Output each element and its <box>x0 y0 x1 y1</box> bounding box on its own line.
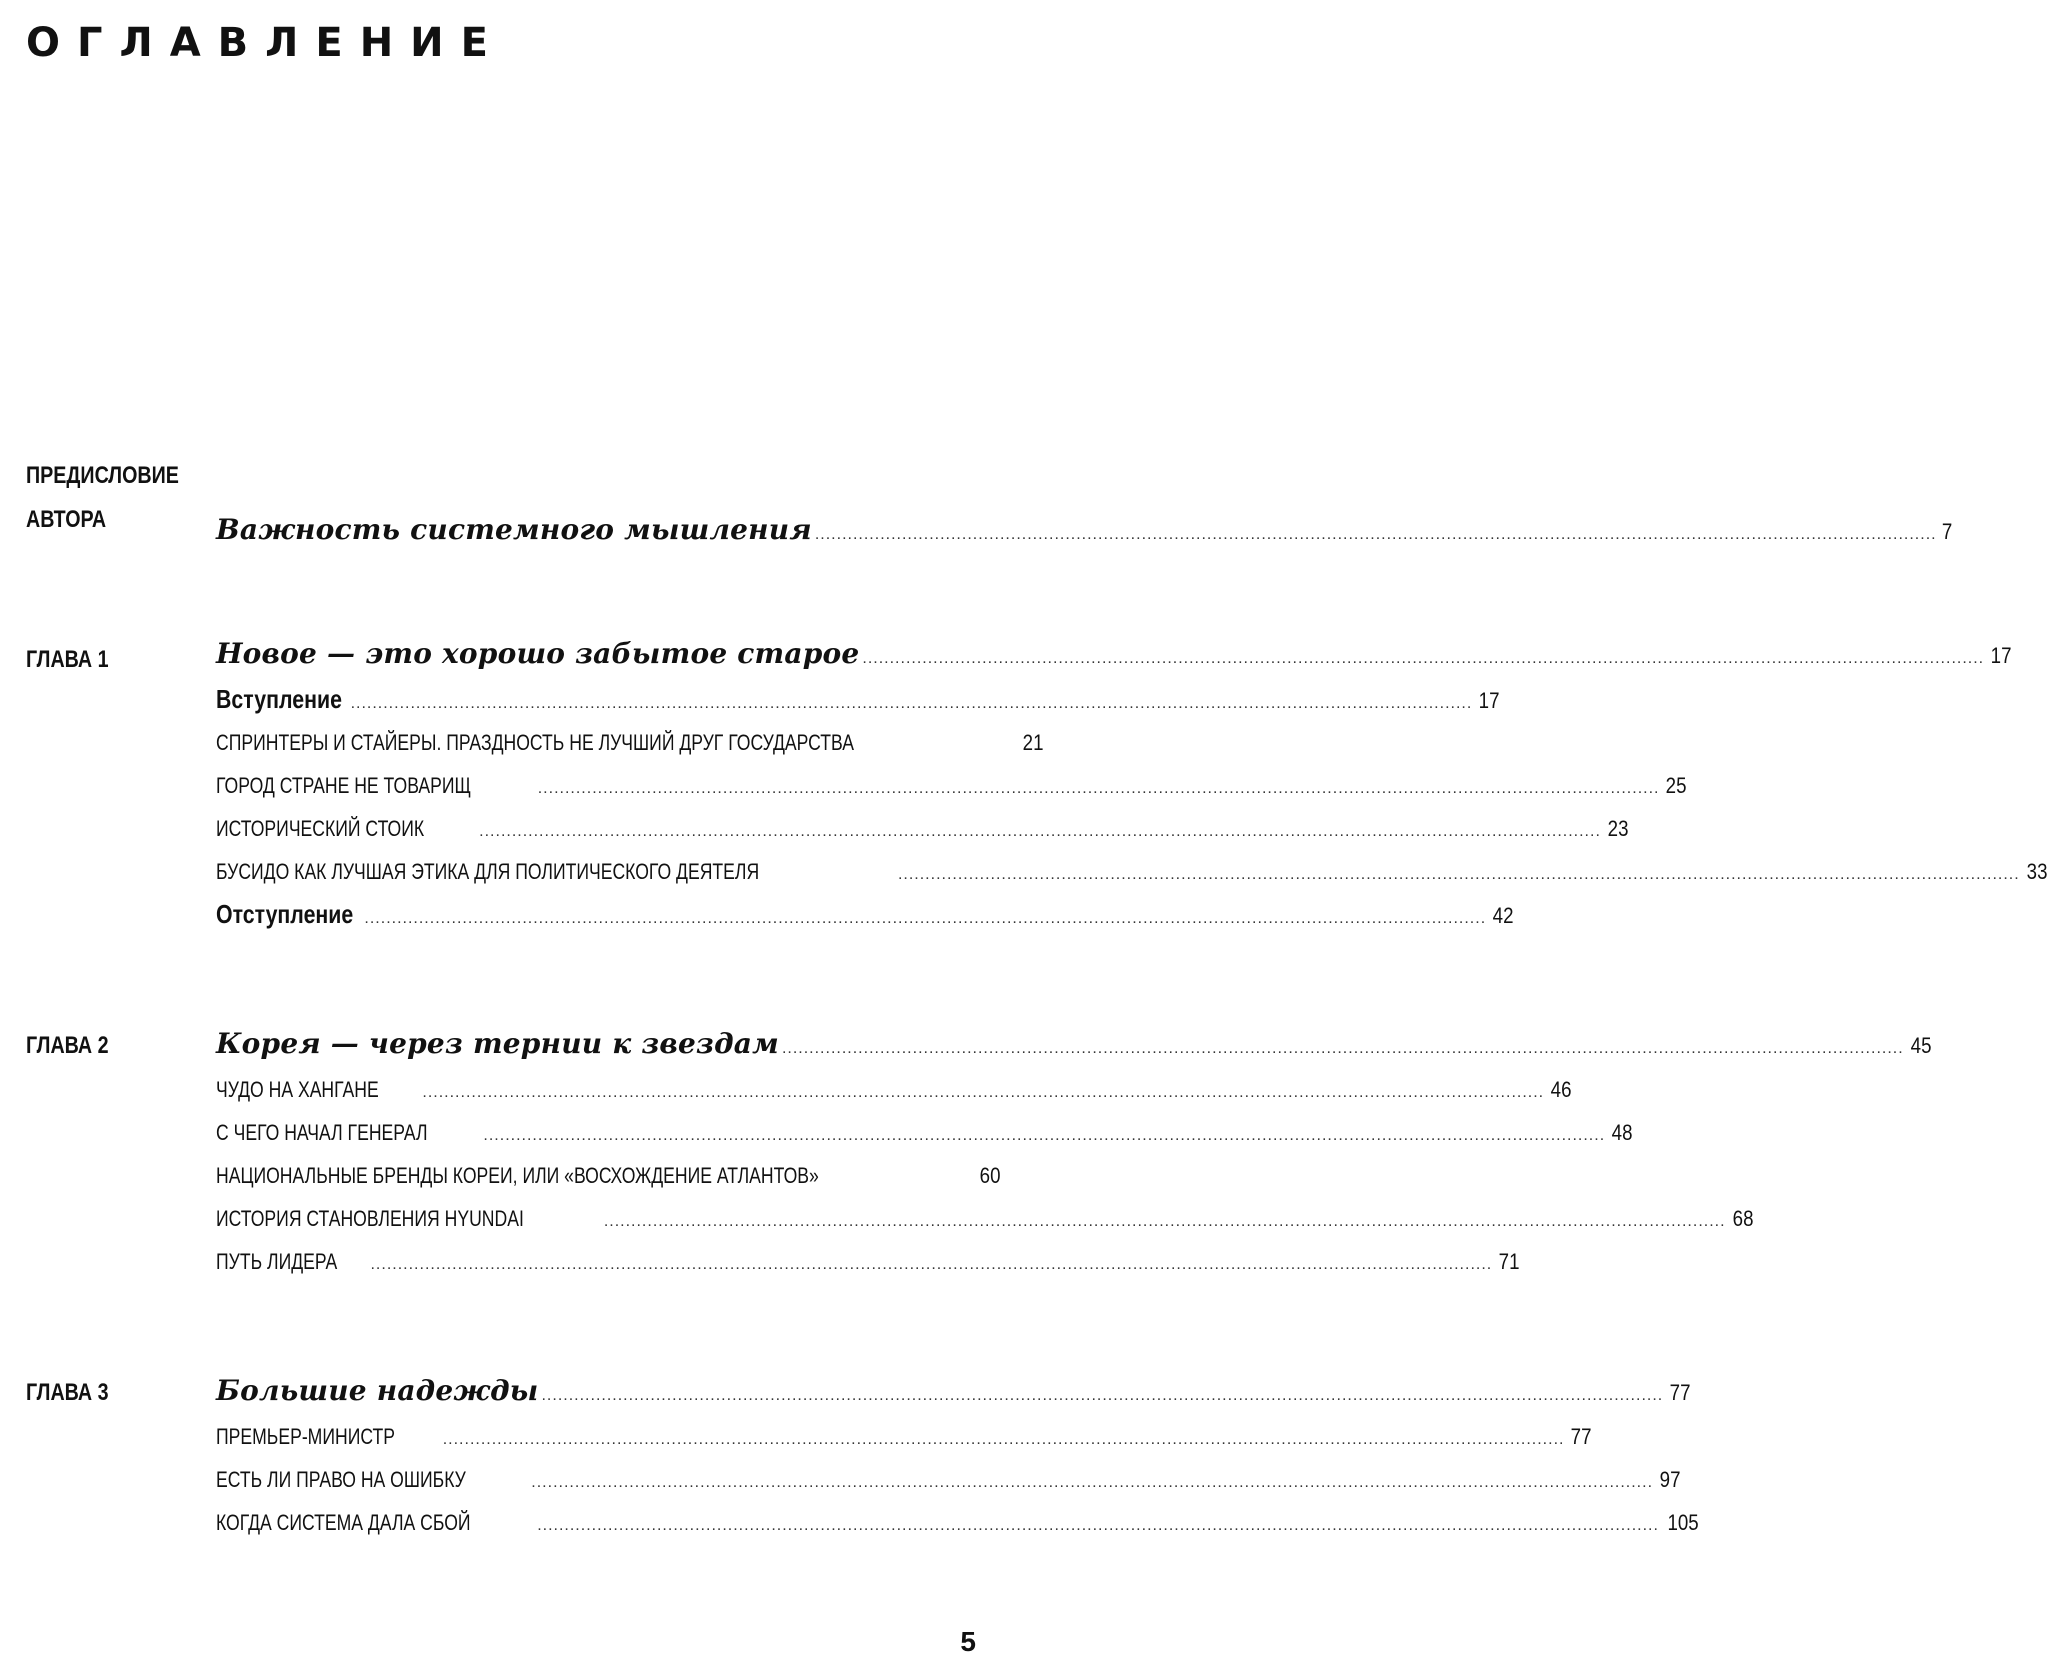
toc-entry-page: 68 <box>1732 1206 1754 1231</box>
toc-entry-chapter2-heading[interactable] <box>216 1020 1932 1068</box>
chapter1-label <box>26 638 109 682</box>
chapter2-entries <box>216 1020 1932 1283</box>
dot-leader <box>541 1372 1663 1420</box>
chapter3-label-text: ГЛАВА 3 <box>26 1379 109 1406</box>
preface-label-line1: ПРЕДИСЛОВИЕ <box>26 462 179 489</box>
preface-label <box>26 454 179 542</box>
toc-entry-title: КОГДА СИСТЕМА ДАЛА СБОЙ <box>216 1510 471 1535</box>
toc-entry-page: 17 <box>1990 643 2012 668</box>
toc-entry-title: Большие надежды <box>216 1374 539 1407</box>
dot-leader <box>537 1504 1659 1547</box>
toc-entry-chapter1-heading[interactable] <box>216 630 2012 678</box>
toc-entry-title: ЕСТЬ ЛИ ПРАВО НА ОШИБКУ <box>216 1467 466 1492</box>
dot-leader <box>483 1114 1605 1157</box>
toc-entry-page: 46 <box>1550 1077 1572 1102</box>
toc-entry-title: Отступление <box>216 899 354 929</box>
toc-entry-title: ИСТОРИЯ СТАНОВЛЕНИЯ HYUNDAI <box>216 1206 524 1231</box>
toc-entry-title: БУСИДО КАК ЛУЧШАЯ ЭТИКА ДЛЯ ПОЛИТИЧЕСКОГО ДЕЯТЕЛЯ <box>216 859 760 884</box>
page-number: 5 <box>960 1626 976 1657</box>
toc-entry[interactable] <box>216 1154 1000 1197</box>
dot-leader <box>443 1418 1565 1461</box>
toc-entry-title: Важность системного мышления <box>216 513 812 546</box>
toc-entry-title: Вступление <box>216 684 342 714</box>
toc-entry-page: 17 <box>1478 688 1500 713</box>
toc-entry-page: 105 <box>1667 1510 1699 1535</box>
toc-entry[interactable] <box>216 1111 1633 1154</box>
toc-entry-page: 71 <box>1498 1249 1520 1274</box>
toc-entry-page: 97 <box>1659 1467 1681 1492</box>
chapter3-entries <box>216 1367 1699 1544</box>
chapter2-label <box>26 1024 109 1068</box>
chapter3-label <box>26 1371 109 1415</box>
dot-leader <box>479 810 1601 853</box>
chapter1-label-text: ГЛАВА 1 <box>26 646 109 673</box>
toc-entry-title: ЧУДО НА ХАНГАНЕ <box>216 1077 379 1102</box>
toc-entry-title: НАЦИОНАЛЬНЫЕ БРЕНДЫ КОРЕИ, ИЛИ «ВОСХОЖДЕНИЕ АТЛАНТОВ» <box>216 1163 819 1188</box>
toc-entry-page: 60 <box>979 1163 1000 1188</box>
dot-leader <box>862 635 1984 683</box>
toc-entry-title: СПРИНТЕРЫ И СТАЙЕРЫ. ПРАЗДНОСТЬ НЕ ЛУЧШИЙ ДРУГ ГОСУДАРСТВА <box>216 730 854 755</box>
toc-entry-page: 45 <box>1910 1033 1932 1058</box>
dot-leader <box>538 767 1660 810</box>
toc-entry-page: 25 <box>1666 773 1687 798</box>
dot-leader <box>898 853 2020 896</box>
toc-entry-page: 42 <box>1492 903 1514 928</box>
toc-entry[interactable] <box>216 1501 1699 1544</box>
toc-entry[interactable] <box>216 1240 1520 1283</box>
toc-entry-title: Корея — через тернии к звездам <box>216 1027 779 1060</box>
toc-entry[interactable] <box>216 1458 1681 1501</box>
toc-entry[interactable] <box>216 721 1044 764</box>
toc-entry-title: С ЧЕГО НАЧАЛ ГЕНЕРАЛ <box>216 1120 428 1145</box>
toc-entry-page: 21 <box>1023 730 1044 755</box>
dot-leader <box>351 682 1473 725</box>
toc-entry[interactable] <box>216 1068 1572 1111</box>
toc-entry-page: 77 <box>1571 1424 1592 1449</box>
chapter2-label-text: ГЛАВА 2 <box>26 1032 109 1059</box>
toc-entry-chapter1-outro[interactable] <box>216 893 1514 936</box>
toc-entry-title: ПУТЬ ЛИДЕРА <box>216 1249 338 1274</box>
toc-entry[interactable] <box>216 764 1687 807</box>
dot-leader <box>531 1461 1653 1504</box>
toc-entry-page: 48 <box>1611 1120 1633 1145</box>
toc-entry-title: ИСТОРИЧЕСКИЙ СТОИК <box>216 816 425 841</box>
toc-entry[interactable] <box>216 1197 1754 1240</box>
toc-entry-page: 77 <box>1669 1380 1691 1405</box>
dot-leader <box>422 1071 1544 1114</box>
dot-leader <box>815 511 1937 559</box>
page-title: ОГЛАВЛЕНИЕ <box>26 20 505 66</box>
toc-entry-preface[interactable] <box>216 506 1952 554</box>
toc-entry[interactable] <box>216 850 2047 893</box>
chapter1-entries <box>216 630 2047 936</box>
toc-entry-title: ПРЕМЬЕР-МИНИСТР <box>216 1424 395 1449</box>
toc-entry[interactable] <box>216 807 1629 850</box>
toc-entry-chapter3-heading[interactable] <box>216 1367 1691 1415</box>
toc-entry-title: ГОРОД СТРАНЕ НЕ ТОВАРИЩ <box>216 773 471 798</box>
dot-leader <box>370 1243 1492 1286</box>
toc-entry-title: Новое — это хорошо забытое старое <box>216 637 860 670</box>
preface-label-line2: АВТОРА <box>26 506 107 533</box>
toc-entry-chapter1-intro[interactable] <box>216 678 1500 721</box>
dot-leader <box>782 1025 1904 1073</box>
toc-entry-page: 23 <box>1607 816 1629 841</box>
dot-leader <box>604 1200 1726 1243</box>
dot-leader <box>364 897 1486 940</box>
toc-entry-page: 7 <box>1941 519 1952 544</box>
toc-entry-page: 33 <box>2026 859 2047 884</box>
preface-entries <box>216 506 1952 554</box>
toc-entry[interactable] <box>216 1415 1592 1458</box>
